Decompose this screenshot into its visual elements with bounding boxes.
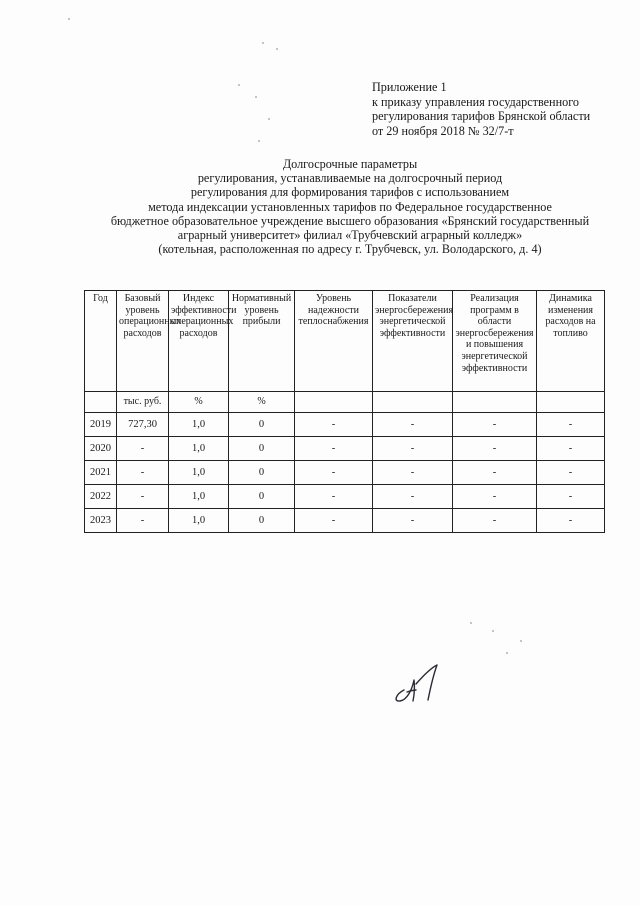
table-row (85, 461, 605, 485)
table-cell: 1,0 (169, 509, 229, 533)
scan-speck (268, 118, 270, 120)
table-cell: - (453, 413, 537, 437)
table-row (85, 485, 605, 509)
unit-cell (295, 392, 373, 413)
table-cell: - (537, 509, 605, 533)
table-cell: - (373, 461, 453, 485)
table-cell: - (117, 437, 169, 461)
year-cell: 2022 (85, 485, 117, 509)
title-line: регулирования, устанавливаемые на долгосрочный период (197, 171, 503, 186)
table-cell: - (373, 437, 453, 461)
table-cell: 0 (229, 437, 295, 461)
parameters-table (84, 290, 605, 533)
appendix-header (372, 80, 634, 138)
scan-speck (276, 48, 278, 50)
appendix-line: к приказу управления государственного (372, 94, 579, 109)
scan-speck (506, 652, 508, 654)
table-cell: - (453, 461, 537, 485)
appendix-line: регулирования тарифов Брянской области (372, 109, 591, 124)
table-cell: - (453, 485, 537, 509)
table-cell: - (537, 461, 605, 485)
title-line: Долгосрочные параметры (282, 157, 418, 171)
year-cell: 2019 (85, 413, 117, 437)
table-cell: 0 (229, 485, 295, 509)
scan-speck (520, 640, 522, 642)
table-cell: - (295, 413, 373, 437)
title-line: регулирования для формирования тарифов с использованием (190, 185, 510, 200)
table-cell: - (453, 437, 537, 461)
header-cell: Уровень надежности теплоснабжения (295, 291, 373, 392)
scan-speck (68, 18, 70, 20)
title-line: (котельная, расположенная по адресу г. Трубчевск, ул. Володарского, д. 4) (158, 242, 542, 257)
table-cell: 1,0 (169, 413, 229, 437)
appendix-line: Приложение 1 (372, 80, 447, 94)
table-cell: - (117, 461, 169, 485)
title-line: бюджетное образовательное учреждение высшего образования «Брянский государственный (110, 213, 590, 228)
unit-cell (373, 392, 453, 413)
table-cell: 0 (229, 509, 295, 533)
table-cell: - (373, 485, 453, 509)
table-cell: - (373, 413, 453, 437)
table-cell: - (295, 437, 373, 461)
signature-stroke (396, 665, 437, 701)
table-cell: - (295, 461, 373, 485)
header-cell: Реализация программ в области энергосбережения и повышения энергетической эффективности (453, 291, 537, 392)
table-row (85, 437, 605, 461)
table-row (85, 509, 605, 533)
unit-cell (85, 392, 117, 413)
unit-cell (453, 392, 537, 413)
table-cell: 0 (229, 461, 295, 485)
appendix-line: от 29 ноября 2018 № 32/7-т (372, 123, 514, 138)
table-cell: 727,30 (117, 413, 169, 437)
table-cell: 1,0 (169, 485, 229, 509)
header-cell: Год (85, 291, 117, 392)
table-cell: - (295, 485, 373, 509)
table-cell: - (537, 485, 605, 509)
table-cell: - (373, 509, 453, 533)
scan-speck (470, 622, 472, 624)
title-line: метода индексации установленных тарифов по Федеральное государственное (148, 199, 552, 214)
header-cell: Нормативный уровень прибыли (229, 291, 295, 392)
table-cell: - (117, 509, 169, 533)
table-cell: 0 (229, 413, 295, 437)
title-line: аграрный университет» филиал «Трубчевский аграрный колледж» (177, 228, 523, 243)
signature-mark (390, 660, 450, 704)
unit-cell: % (169, 392, 229, 413)
header-cell: Индекс эффективности операционных расходов (169, 291, 229, 392)
document-title (60, 157, 640, 256)
table-cell: - (117, 485, 169, 509)
unit-cell (537, 392, 605, 413)
header-cell: Базовый уровень операционных расходов (117, 291, 169, 392)
table-cell: 1,0 (169, 437, 229, 461)
table-cell: 1,0 (169, 461, 229, 485)
header-cell: Показатели энергосбережения энергетической эффективности (373, 291, 453, 392)
header-cell: Динамика изменения расходов на топливо (537, 291, 605, 392)
scan-speck (258, 140, 260, 142)
table-units-row (85, 392, 605, 413)
year-cell: 2023 (85, 509, 117, 533)
unit-cell: тыс. руб. (117, 392, 169, 413)
scan-speck (255, 96, 257, 98)
unit-cell: % (229, 392, 295, 413)
table-cell: - (295, 509, 373, 533)
scan-speck (492, 630, 494, 632)
year-cell: 2021 (85, 461, 117, 485)
scan-speck (262, 42, 264, 44)
year-cell: 2020 (85, 437, 117, 461)
scan-speck (238, 84, 240, 86)
table-header-row (85, 291, 605, 392)
table-cell: - (453, 509, 537, 533)
table-cell: - (537, 413, 605, 437)
table-row (85, 413, 605, 437)
table-cell: - (537, 437, 605, 461)
